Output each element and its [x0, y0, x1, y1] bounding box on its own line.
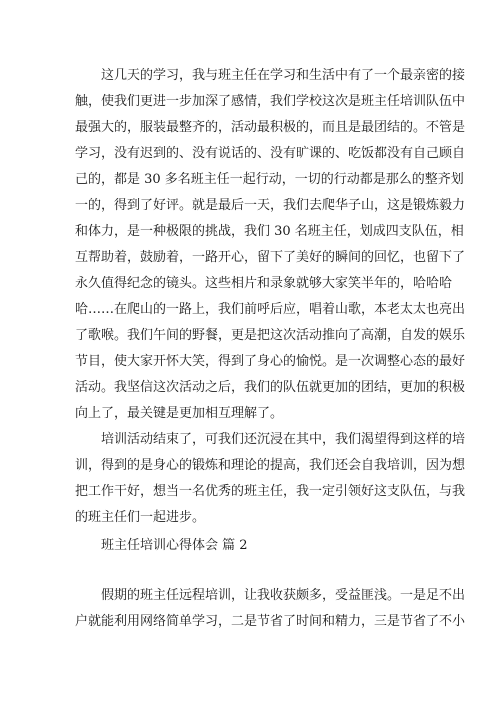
- paragraph-line: 培训活动结束了，可我们还沉浸在其中，我们渴望得到这样的培: [101, 432, 466, 447]
- paragraph-line: 互帮助着，鼓励着，一路开心，留下了美好的瞬间的回忆，也留下了: [75, 250, 466, 265]
- paragraph-line: 触，使我们更进一步加深了感情，我们学校这次是班主任培训队伍中: [75, 94, 466, 109]
- paragraph-line: 了歌喉。我们午间的野餐，更是把这次活动推向了高潮，自发的娱乐: [75, 328, 466, 343]
- paragraph-line: 把工作干好，想当一名优秀的班主任，我一定引领好这支队伍，与我: [75, 484, 466, 499]
- paragraph-line: 和体力，是一种极限的挑战，我们 30 名班主任，划成四支队伍，相: [75, 224, 464, 239]
- paragraph-line: 节目，使大家开怀大笑，得到了身心的愉悦。是一次调整心态的最好: [75, 354, 466, 369]
- paragraph-line: 己的，都是 30 多名班主任一起行动，一切的行动都是那么的整齐划: [75, 172, 464, 187]
- paragraph-line: 学习，没有迟到的、没有说话的、没有旷课的、吃饭都没有自己顾自: [75, 146, 466, 161]
- paragraph-line: 这几天的学习，我与班主任在学习和生活中有了一个最亲密的接: [101, 68, 466, 83]
- paragraph-line: 活动。我坚信这次活动之后，我们的队伍就更加的团结，更加的积极: [75, 380, 466, 395]
- paragraph-line: 向上了，最关键是更加相互理解了。: [75, 406, 284, 421]
- section-heading: 班主任培训心得体会 篇 2: [101, 538, 248, 553]
- paragraph-line: 永久值得纪念的镜头。这些相片和录象就够大家笑半年的，哈哈哈: [75, 276, 453, 291]
- paragraph-line: 哈……在爬山的一路上，我们前呼后应，唱着山歌，本老太太也亮出: [75, 302, 466, 317]
- paragraph-line: 户就能利用网络简单学习，二是节省了时间和精力，三是节省了不小: [75, 614, 466, 629]
- paragraph-line: 假期的班主任远程培训，让我收获颇多，受益匪浅。一是足不出: [101, 588, 466, 603]
- paragraph-line: 最强大的，服装最整齐的，活动最积极的，而且是最团结的。不管是: [75, 120, 466, 135]
- paragraph-line: 一的，得到了好评。就是最后一天，我们去爬华子山，这是锻炼毅力: [75, 198, 466, 213]
- paragraph-line: 的班主任们一起进步。: [75, 510, 206, 525]
- paragraph-line: 训，得到的是身心的锻炼和理论的提高，我们还会自我培训，因为想: [75, 458, 466, 473]
